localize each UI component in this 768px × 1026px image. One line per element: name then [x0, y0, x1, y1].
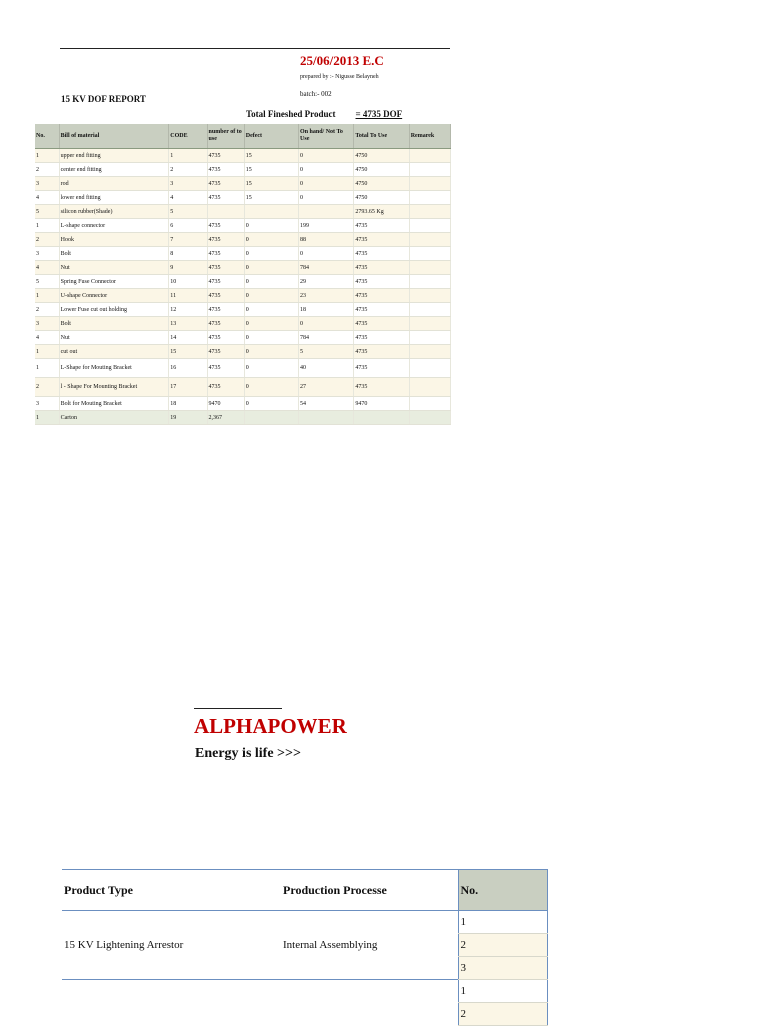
table-row	[35, 261, 451, 275]
cell-number-to-use: 4735	[207, 359, 244, 378]
header-remark: Remarek	[409, 124, 450, 149]
cell-remark	[409, 247, 450, 261]
cell-total-to-use: 4735	[354, 219, 409, 233]
cell-bill-of-material: cut out	[59, 345, 169, 359]
table-row	[35, 317, 451, 331]
prepared-by: prepared by :- Nigusse Belayneh	[300, 74, 379, 80]
cell-defect: 15	[244, 191, 298, 205]
cell-no: 1	[35, 359, 59, 378]
cell-on-hand: 23	[299, 289, 354, 303]
cell-defect: 15	[244, 177, 298, 191]
empty-cell	[281, 1003, 458, 1026]
cell-total-to-use: 4735	[354, 247, 409, 261]
cell-bill-of-material: lower end fitting	[59, 191, 169, 205]
step-number: 2	[458, 1003, 547, 1026]
header-product-type: Product Type	[62, 870, 281, 911]
total-value: = 4735 DOF	[355, 109, 403, 119]
cell-defect: 15	[244, 149, 298, 163]
cell-no: 1	[35, 289, 59, 303]
cell-number-to-use: 4735	[207, 233, 244, 247]
cell-defect: 0	[244, 331, 298, 345]
cell-on-hand: 18	[299, 303, 354, 317]
cell-remark	[409, 163, 450, 177]
cell-number-to-use: 4735	[207, 378, 244, 397]
table-row	[35, 397, 451, 411]
cell-bill-of-material: U-shape Connector	[59, 289, 169, 303]
table-row	[35, 205, 451, 219]
cell-total-to-use: 4735	[354, 275, 409, 289]
cell-no: 1	[35, 411, 59, 425]
cell-number-to-use: 2,367	[207, 411, 244, 425]
cell-remark	[409, 275, 450, 289]
cell-remark	[409, 177, 450, 191]
cell-remark	[409, 345, 450, 359]
batch-number: batch:- 002	[300, 90, 332, 98]
cell-number-to-use: 4735	[207, 219, 244, 233]
cell-on-hand: 0	[299, 191, 354, 205]
cell-code: 6	[169, 219, 207, 233]
cell-number-to-use: 4735	[207, 317, 244, 331]
cell-on-hand: 5	[299, 345, 354, 359]
cell-remark	[409, 191, 450, 205]
cell-number-to-use: 4735	[207, 275, 244, 289]
empty-cell	[62, 1003, 281, 1026]
cell-no: 3	[35, 317, 59, 331]
cell-number-to-use: 9470	[207, 397, 244, 411]
header-bill-of-material: Bill of material	[59, 124, 169, 149]
cell-code: 4	[169, 191, 207, 205]
cell-no: 3	[35, 247, 59, 261]
cell-code: 16	[169, 359, 207, 378]
cell-defect: 0	[244, 219, 298, 233]
report-date: 25/06/2013 E.C	[300, 53, 384, 68]
cell-bill-of-material: Carton	[59, 411, 169, 425]
cell-code: 9	[169, 261, 207, 275]
cell-remark	[409, 219, 450, 233]
table-row	[35, 331, 451, 345]
cell-total-to-use: 4735	[354, 317, 409, 331]
cell-number-to-use: 4735	[207, 331, 244, 345]
cell-remark	[409, 359, 450, 378]
cell-no: 4	[35, 261, 59, 275]
cell-code: 8	[169, 247, 207, 261]
table-row	[35, 411, 451, 425]
cell-code: 17	[169, 378, 207, 397]
cell-remark	[409, 331, 450, 345]
cell-on-hand: 0	[299, 177, 354, 191]
cell-code: 15	[169, 345, 207, 359]
cell-remark	[409, 378, 450, 397]
step-number: 2	[458, 934, 547, 957]
cell-defect	[244, 411, 298, 425]
table-row	[35, 378, 451, 397]
empty-cell	[62, 980, 281, 1003]
dof-report-table	[35, 124, 451, 425]
header-defect: Defect	[244, 124, 298, 149]
cell-no: 1	[35, 219, 59, 233]
cell-on-hand: 784	[299, 331, 354, 345]
cell-on-hand: 784	[299, 261, 354, 275]
cell-number-to-use: 4735	[207, 345, 244, 359]
cell-no: 5	[35, 205, 59, 219]
cell-code: 2	[169, 163, 207, 177]
cell-number-to-use: 4735	[207, 303, 244, 317]
cell-on-hand: 0	[299, 149, 354, 163]
product-type: 15 KV Lightening Arrestor	[62, 911, 281, 980]
table-row	[35, 191, 451, 205]
company-name: ALPHAPOWER	[194, 714, 347, 738]
cell-total-to-use: 4735	[354, 345, 409, 359]
cell-no: 2	[35, 303, 59, 317]
cell-total-to-use: 4750	[354, 163, 409, 177]
production-row	[62, 911, 547, 934]
cell-defect: 0	[244, 359, 298, 378]
header-on-hand: On hand/ Not To Use	[299, 124, 354, 149]
table-row	[35, 149, 451, 163]
table-row	[35, 177, 451, 191]
cell-on-hand: 40	[299, 359, 354, 378]
table-row	[35, 303, 451, 317]
cell-bill-of-material: L-Shape for Mouting Bracket	[59, 359, 169, 378]
cell-code: 3	[169, 177, 207, 191]
cell-total-to-use: 4750	[354, 191, 409, 205]
step-number: 1	[458, 980, 547, 1003]
cell-number-to-use: 4735	[207, 289, 244, 303]
cell-total-to-use: 9470	[354, 397, 409, 411]
table-row	[35, 247, 451, 261]
header-total-to-use: Total To Use	[354, 124, 409, 149]
table-row	[35, 289, 451, 303]
cell-code: 14	[169, 331, 207, 345]
cell-on-hand: 27	[299, 378, 354, 397]
total-finished-product	[246, 109, 404, 119]
cell-defect: 0	[244, 261, 298, 275]
table-body	[35, 149, 451, 425]
cell-total-to-use: 2793.65 Kg	[354, 205, 409, 219]
cell-bill-of-material: Bolt	[59, 247, 169, 261]
table-row	[35, 359, 451, 378]
cell-no: 1	[35, 149, 59, 163]
production-header-row	[62, 870, 547, 911]
cell-bill-of-material: upper end fitting	[59, 149, 169, 163]
total-label: Total Fineshed Product	[246, 109, 336, 119]
cell-bill-of-material: silicon rubber(Shade)	[59, 205, 169, 219]
cell-total-to-use	[354, 411, 409, 425]
cell-defect: 0	[244, 378, 298, 397]
cell-on-hand: 0	[299, 317, 354, 331]
cell-defect: 15	[244, 163, 298, 177]
cell-no: 2	[35, 163, 59, 177]
company-rule	[194, 708, 282, 709]
step-number: 3	[458, 957, 547, 980]
cell-code: 12	[169, 303, 207, 317]
cell-code: 1	[169, 149, 207, 163]
cell-number-to-use: 4735	[207, 163, 244, 177]
table-header-row	[35, 124, 451, 149]
table-row	[35, 219, 451, 233]
cell-number-to-use: 4735	[207, 149, 244, 163]
cell-number-to-use: 4735	[207, 177, 244, 191]
cell-remark	[409, 303, 450, 317]
cell-no: 2	[35, 378, 59, 397]
cell-on-hand: 54	[299, 397, 354, 411]
cell-defect: 0	[244, 303, 298, 317]
cell-bill-of-material: l - Shape For Mounting Bracket	[59, 378, 169, 397]
cell-no: 5	[35, 275, 59, 289]
cell-code: 10	[169, 275, 207, 289]
cell-no: 3	[35, 397, 59, 411]
header-no: No.	[35, 124, 59, 149]
cell-on-hand	[299, 411, 354, 425]
cell-total-to-use: 4735	[354, 378, 409, 397]
production-row	[62, 1003, 547, 1026]
table-row	[35, 233, 451, 247]
cell-on-hand: 199	[299, 219, 354, 233]
cell-code: 18	[169, 397, 207, 411]
report-title: 15 KV DOF REPORT	[61, 94, 146, 104]
header-rule	[60, 48, 450, 49]
cell-no: 2	[35, 233, 59, 247]
cell-bill-of-material: Lower Fuse cut out holding	[59, 303, 169, 317]
cell-defect: 0	[244, 233, 298, 247]
table-row	[35, 345, 451, 359]
header-no: No.	[458, 870, 547, 911]
cell-bill-of-material: Nut	[59, 261, 169, 275]
cell-total-to-use: 4735	[354, 233, 409, 247]
cell-on-hand: 0	[299, 163, 354, 177]
cell-bill-of-material: Bolt	[59, 317, 169, 331]
cell-total-to-use: 4735	[354, 331, 409, 345]
cell-no: 1	[35, 345, 59, 359]
empty-cell	[281, 980, 458, 1003]
header-production-process: Production Processe	[281, 870, 458, 911]
cell-code: 11	[169, 289, 207, 303]
cell-code: 19	[169, 411, 207, 425]
cell-total-to-use: 4735	[354, 289, 409, 303]
table-row	[35, 275, 451, 289]
cell-number-to-use: 4735	[207, 191, 244, 205]
cell-defect: 0	[244, 317, 298, 331]
cell-bill-of-material: Hook	[59, 233, 169, 247]
cell-bill-of-material: Nut	[59, 331, 169, 345]
cell-defect: 0	[244, 397, 298, 411]
cell-on-hand: 29	[299, 275, 354, 289]
table-row	[35, 163, 451, 177]
cell-remark	[409, 261, 450, 275]
header-code: CODE	[169, 124, 207, 149]
cell-defect: 0	[244, 275, 298, 289]
cell-on-hand	[299, 205, 354, 219]
cell-code: 5	[169, 205, 207, 219]
cell-on-hand: 88	[299, 233, 354, 247]
cell-total-to-use: 4735	[354, 303, 409, 317]
step-number: 1	[458, 911, 547, 934]
cell-on-hand: 0	[299, 247, 354, 261]
cell-defect: 0	[244, 247, 298, 261]
cell-remark	[409, 411, 450, 425]
cell-total-to-use: 4735	[354, 359, 409, 378]
cell-no: 4	[35, 191, 59, 205]
company-slogan: Energy is life >>>	[195, 746, 301, 761]
cell-number-to-use	[207, 205, 244, 219]
cell-remark	[409, 205, 450, 219]
cell-remark	[409, 149, 450, 163]
cell-total-to-use: 4750	[354, 177, 409, 191]
cell-code: 13	[169, 317, 207, 331]
cell-code: 7	[169, 233, 207, 247]
cell-no: 4	[35, 331, 59, 345]
cell-total-to-use: 4735	[354, 261, 409, 275]
cell-remark	[409, 289, 450, 303]
cell-number-to-use: 4735	[207, 261, 244, 275]
production-process: Internal Assemblying	[281, 911, 458, 980]
cell-bill-of-material: L-shape connector	[59, 219, 169, 233]
cell-remark	[409, 397, 450, 411]
cell-total-to-use: 4750	[354, 149, 409, 163]
cell-defect: 0	[244, 289, 298, 303]
cell-remark	[409, 317, 450, 331]
cell-bill-of-material: Spring Fuse Connector	[59, 275, 169, 289]
cell-bill-of-material: center end fitting	[59, 163, 169, 177]
cell-bill-of-material: Bolt for Mouting Bracket	[59, 397, 169, 411]
cell-defect	[244, 205, 298, 219]
header-number-to-use: number of to use	[207, 124, 244, 149]
production-row	[62, 980, 547, 1003]
cell-bill-of-material: rod	[59, 177, 169, 191]
cell-defect: 0	[244, 345, 298, 359]
production-table	[62, 869, 548, 1026]
cell-remark	[409, 233, 450, 247]
cell-no: 3	[35, 177, 59, 191]
cell-number-to-use: 4735	[207, 247, 244, 261]
